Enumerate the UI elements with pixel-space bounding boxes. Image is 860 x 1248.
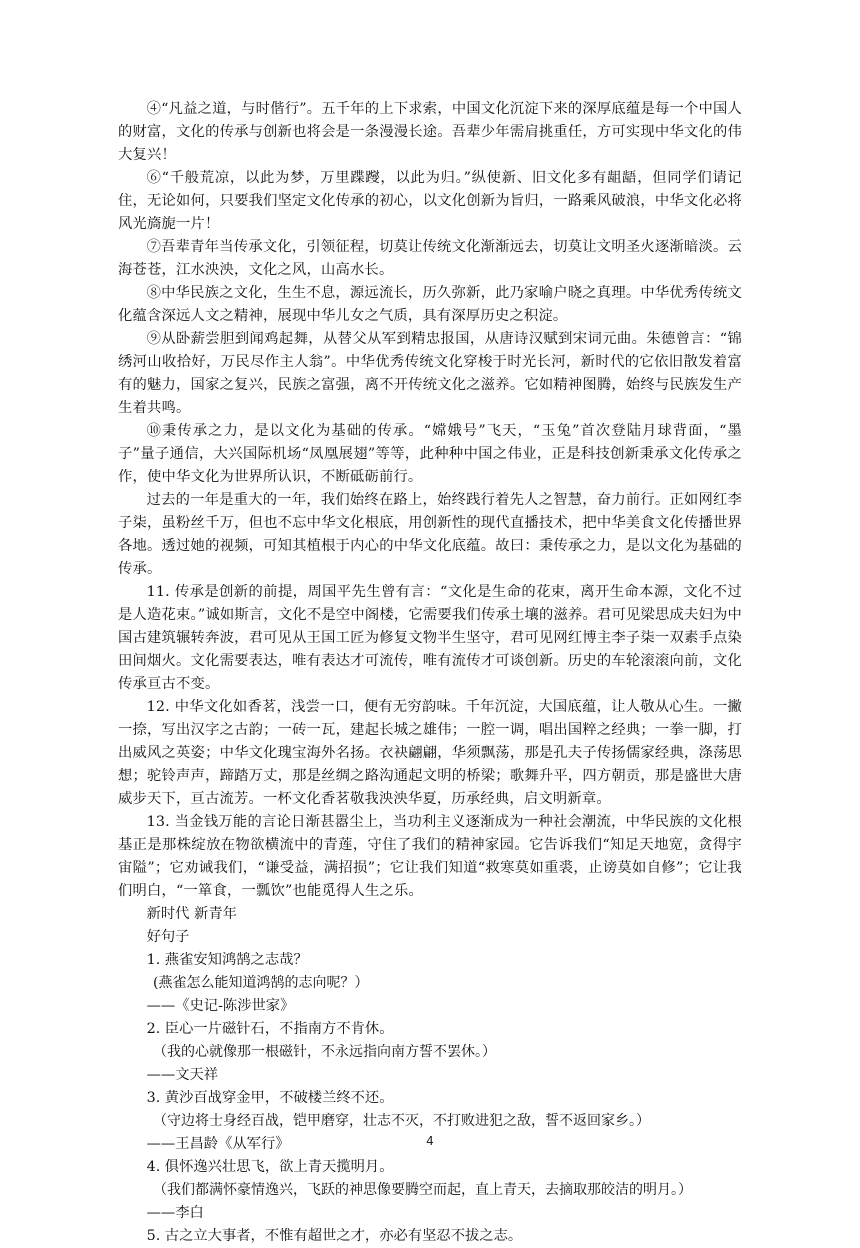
quote-translation: （守边将士身经百战，铠甲磨穿，壮志不灭，不打败进犯之敌，誓不返回家乡。）: [153, 1113, 650, 1129]
paragraph-11: 11. 传承是创新的前提，周国平先生曾有言：“文化是生命的花束，离开生命本源，文化不过是人造花束。”诚如斯言，文化不是空中阁楼，它需要我们传承土壤的滋养。君可见梁思成夫妇为中国古建筑辗转奔波，君可见从王国工匠为修复文物半生坚守，君可见网红博主李子柒一双素手点染田间烟火。文化需要表达，唯有表达才可流传，唯有流传才可谈创新。历史的车轮滚滚向前，文化传承亘古不变。: [118, 584, 742, 692]
paragraph-4: ④“凡益之道，与时偕行”。五千年的上下求索，中国文化沉淀下来的深厚底蕴是每一个中国人的财富，文化的传承与创新也将会是一条漫漫长途。吾辈少年需肩挑重任，方可实现中华文化的伟大复兴！: [118, 101, 742, 163]
quote-author: ——王昌龄《从军行》: [146, 1136, 290, 1152]
quote-translation: （我的心就像那一根磁针，不永远指向南方誓不罢休。）: [153, 1044, 496, 1060]
paragraph-12: 12. 中华文化如香茗，浅尝一口，便有无穷韵味。千年沉淀，大国底蕴，让人敬从心生。一撇一捺，写出汉字之古韵；一砖一瓦，建起长城之雄伟；一腔一调，唱出国粹之经典；一拳一脚，打出威风之英姿；中华文化瑰宝海外名扬。衣袂翩翩，华须飘荡，那是孔夫子传扬儒家经典，涤荡思想；驼铃声声，蹄踏万丈，那是丝绸之路沟通起文明的桥梁；歌舞升平，四方朝贡，那是盛世大唐威步天下，亘古流芳。一杯文化香茗敬我泱泱华夏，历承经典，启文明新章。: [118, 699, 742, 807]
quote-text: 1. 燕雀安知鸿鹄之志哉？: [146, 952, 308, 968]
quote-author: ——文天祥: [146, 1067, 219, 1083]
paragraph-9: ⑨从卧薪尝胆到闻鸡起舞，从替父从军到精忠报国，从唐诗汉赋到宋词元曲。朱德曾言：“锦绣河山收拾好，万民尽作主人翁”。中华优秀传统文化穿梭于时光长河，新时代的它依旧散发着富有的魅力，国家之复兴，民族之富强，离不开传统文化之滋养。它如精神图腾，始终与民族发生产生着共鸣。: [118, 331, 742, 416]
quote-author: ——《史记-陈涉世家》: [146, 998, 295, 1014]
paragraph-6: ⑥“千般荒凉，以此为梦，万里蹀躞，以此为归。”纵使新、旧文化多有龃龉，但同学们请记住，无论如何，只要我们坚定文化传承的初心，以文化创新为旨归，一路乘风破浪，中华文化必将风光旖旎一片！: [118, 170, 742, 232]
quote-translation: （我们都满怀豪情逸兴，飞跃的神思像要腾空而起，直上青天，去摘取那皎洁的明月。）: [153, 1182, 692, 1198]
page-number: 4: [426, 1134, 434, 1148]
quote-text: 4. 俱怀逸兴壮思飞，欲上青天揽明月。: [146, 1159, 394, 1175]
quote-text: 3. 黄沙百战穿金甲，不破楼兰终不还。: [146, 1090, 394, 1106]
paragraph-10: ⑩秉传承之力，是以文化为基础的传承。“嫦娥号”飞天，“玉兔”首次登陆月球背面，“墨子”量子通信，大兴国际机场“凤凰展翅”等等，此种种中国之伟业，正是科技创新秉承文化传承之作，使中华文化为世界所认识，不断砥砺前行。: [118, 423, 742, 485]
quote-text: 2. 臣心一片磁针石，不指南方不肯休。: [146, 1021, 394, 1037]
quote-author: ——李白: [146, 1205, 204, 1221]
paragraph-8: ⑧中华民族之文化，生生不息，源远流长，历久弥新，此乃家喻户晓之真理。中华优秀传统文化蕴含深远人文之精神，展现中华儿女之气质，具有深厚历史之积淀。: [118, 285, 742, 324]
paragraph-past-year: 过去的一年是重大的一年，我们始终在路上，始终践行着先人之智慧，奋力前行。正如网红李子柒，虽粉丝千万，但也不忘中华文化根底，用创新性的现代直播技术，把中华美食文化传播世界各地。透过她的视频，可知其植根于内心的中华文化底蕴。故曰：秉传承之力，是以文化为基础的传承。: [118, 492, 742, 577]
quote-translation: (燕雀怎么能知道鸿鹄的志向呢？）: [153, 975, 369, 991]
page-body: [118, 98, 742, 1248]
paragraph-13: 13. 当金钱万能的言论日渐甚嚣尘上，当功利主义逐渐成为一种社会潮流，中华民族的文化根基正是那株绽放在物欲横流中的青莲，守住了我们的精神家园。它告诉我们“知足天地宽，贪得宇宙隘”；它劝诫我们，“谦受益，满招损”；它让我们知道“救寒莫如重裘，止谤莫如自修”；它让我们明白，“一箪食，一瓢饮”也能觅得人生之乐。: [118, 814, 742, 899]
section-heading: 新时代 新青年: [146, 906, 237, 922]
subsection-heading: 好句子: [146, 929, 190, 945]
quote-text: 5. 古之立大事者，不惟有超世之才，亦必有坚忍不拔之志。: [146, 1228, 523, 1244]
paragraph-7: ⑦吾辈青年当传承文化，引领征程，切莫让传统文化渐渐远去，切莫让文明圣火逐渐暗淡。云海苍苍，江水泱泱，文化之风，山高水长。: [118, 239, 742, 278]
